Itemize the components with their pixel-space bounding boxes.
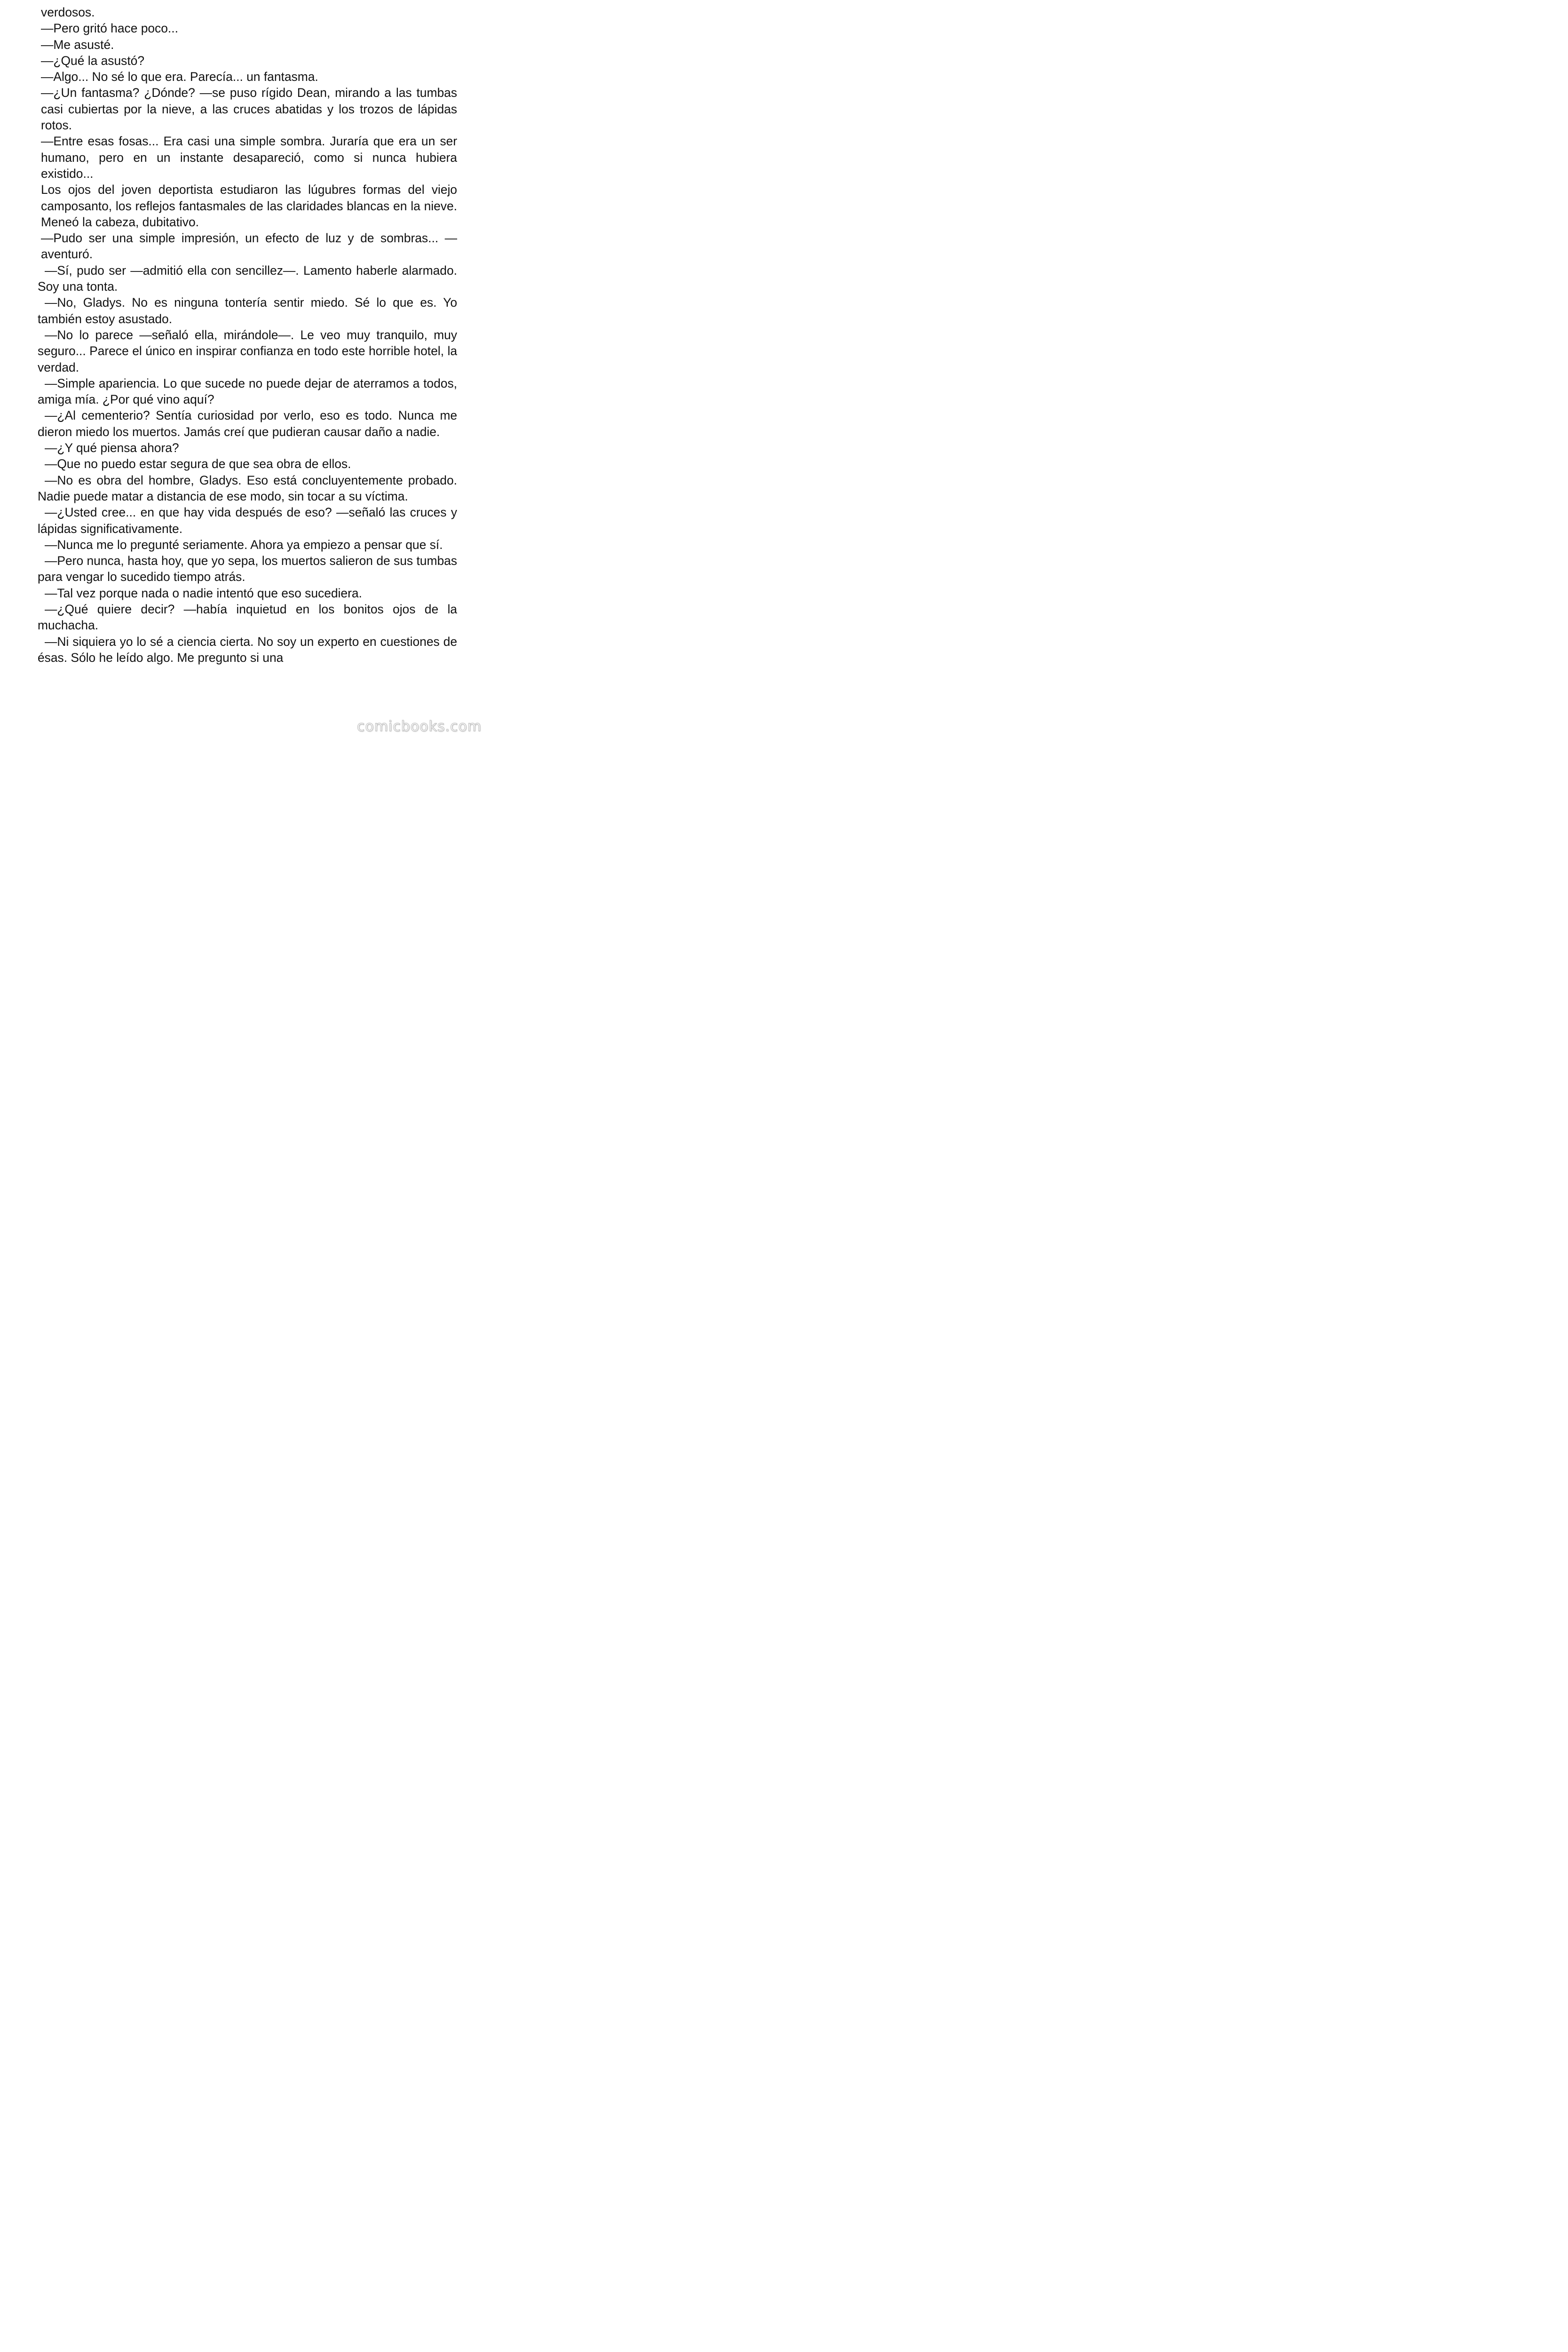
watermark: comicbooks.com: [356, 718, 482, 735]
paragraph: —Sí, pudo ser —admitió ella con sencillez—. Lamento haberle alarmado. Soy una tonta.: [38, 263, 457, 294]
paragraph: —Algo... No sé lo que era. Parecía... un fantasma.: [41, 70, 318, 84]
paragraph: —Nunca me lo pregunté seriamente. Ahora ya empiezo a pensar que sí.: [45, 537, 443, 552]
paragraph: —Ni siquiera yo lo sé a ciencia cierta. No soy un experto en cuestiones de ésas. Sólo he leído algo. Me pregunto si una: [38, 634, 457, 665]
paragraph: —¿Y qué piensa ahora?: [45, 441, 179, 455]
paragraph: —Me asusté.: [41, 37, 114, 52]
paragraph: —Que no puedo estar segura de que sea obra de ellos.: [45, 457, 351, 471]
paragraph: —¿Qué quiere decir? —había inquietud en los bonitos ojos de la muchacha.: [38, 602, 457, 633]
paragraph: —Tal vez porque nada o nadie intentó que eso sucediera.: [45, 586, 362, 600]
paragraph: —Simple apariencia. Lo que sucede no puede dejar de aterramos a todos, amiga mía. ¿Por qué vino aquí?: [38, 376, 457, 407]
document-page: [0, 0, 494, 741]
paragraph: —Pudo ser una simple impresión, un efecto de luz y de sombras... — aventuró.: [41, 231, 457, 262]
paragraph: —Pero nunca, hasta hoy, que yo sepa, los muertos salieron de sus tumbas para vengar lo sucedido tiempo atrás.: [38, 554, 457, 584]
paragraph: —Pero gritó hace poco...: [41, 21, 178, 36]
paragraph: —No lo parece —señaló ella, mirándole—. Le veo muy tranquilo, muy seguro... Parece el único en inspirar confianza en todo este horrible hotel, la verdad.: [38, 327, 457, 374]
body-text: [38, 4, 457, 666]
paragraph: verdosos.: [41, 5, 95, 19]
paragraph: —¿Qué la asustó?: [41, 53, 145, 68]
paragraph: —¿Al cementerio? Sentía curiosidad por verlo, eso es todo. Nunca me dieron miedo los muertos. Jamás creí que pudieran causar daño a nadie.: [38, 408, 457, 439]
paragraph: —¿Usted cree... en que hay vida después de eso? —señaló las cruces y lápidas significativamente.: [38, 505, 457, 536]
paragraph: —No, Gladys. No es ninguna tontería sentir miedo. Sé lo que es. Yo también estoy asustado.: [38, 295, 457, 326]
paragraph: —No es obra del hombre, Gladys. Eso está concluyentemente probado. Nadie puede matar a distancia de ese modo, sin tocar a su víctima.: [38, 473, 457, 503]
paragraph: —Entre esas fosas... Era casi una simple sombra. Juraría que era un ser humano, pero en un instante desapareció, como si nunca hubiera existido...: [41, 134, 457, 181]
paragraph: Los ojos del joven deportista estudiaron las lúgubres formas del viejo camposanto, los reflejos fantasmales de las claridades blancas en la nieve. Meneó la cabeza, dubitativo.: [41, 183, 457, 229]
paragraph: —¿Un fantasma? ¿Dónde? —se puso rígido Dean, mirando a las tumbas casi cubiertas por la nieve, a las cruces abatidas y los trozos de lápidas rotos.: [41, 86, 457, 133]
